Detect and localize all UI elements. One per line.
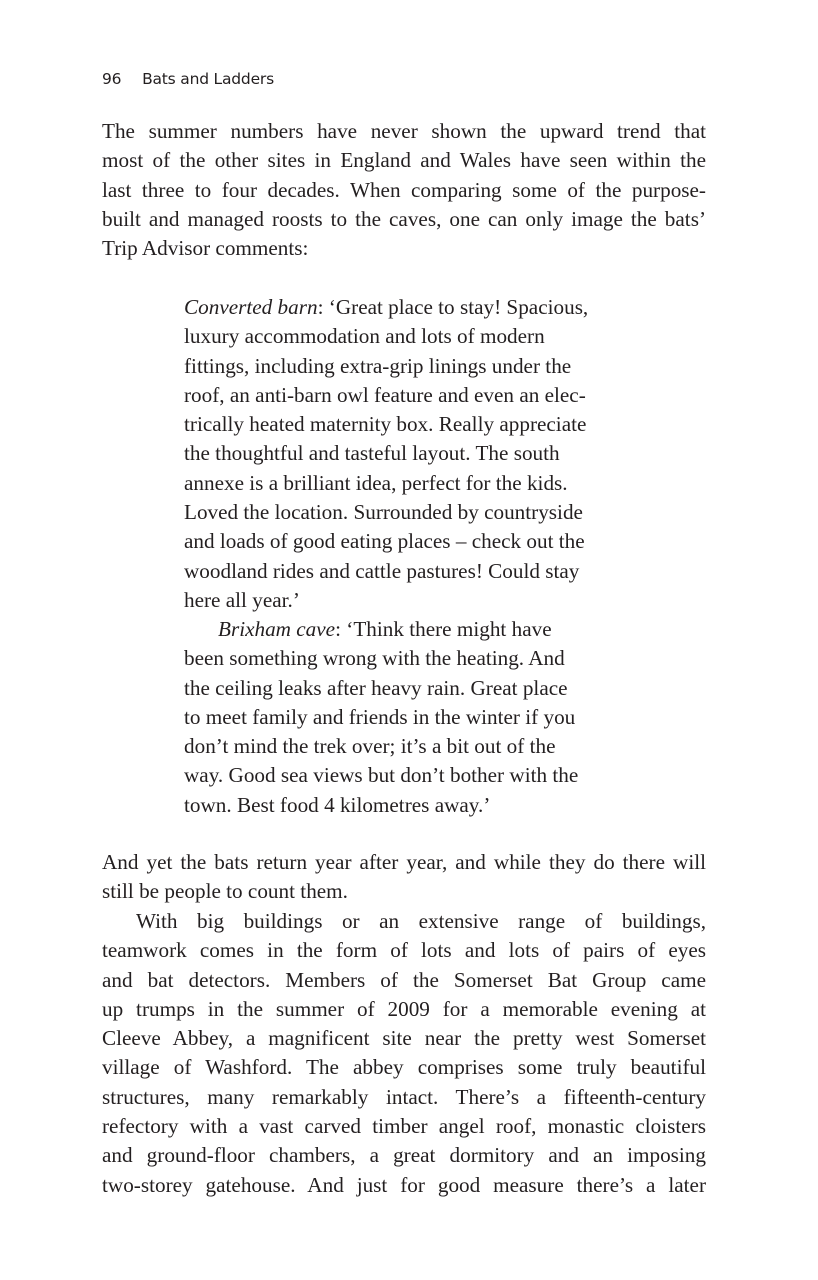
text-line: Trip Advisor comments: (102, 236, 309, 261)
quote-text: : ‘Think there might have (335, 617, 552, 641)
text-line: up trumps in the summer of 2009 for a memorable evening at (102, 996, 706, 1021)
text-line: two-storey gatehouse. And just for good measure there’s a later (102, 1172, 706, 1197)
text-line: With big buildings or an extensive range of buildings, (136, 909, 706, 933)
text-line: village of Washford. The abbey comprises some truly beautiful (102, 1055, 706, 1080)
quote-brixham-cave (184, 615, 616, 820)
text-line: and ground-floor chambers, a great dormitory and an imposing (102, 1143, 706, 1168)
quote-line: luxury accommodation and lots of modern (184, 324, 545, 349)
quote-line: been something wrong with the heating. And (184, 646, 565, 671)
quote-line: here all year.’ (184, 587, 300, 612)
text-line: last three to four decades. When comparing some of the purpose- (102, 177, 706, 202)
text-line: teamwork comes in the form of lots and lots of pairs of eyes (102, 938, 706, 963)
text-line: refectory with a vast carved timber angel roof, monastic cloisters (102, 1114, 706, 1139)
text-line: structures, many remarkably intact. There’s a fifteenth-century (102, 1084, 706, 1109)
quote-line: the ceiling leaks after heavy rain. Great place (184, 675, 568, 700)
quote-line: fittings, including extra-grip linings under the (184, 353, 572, 378)
quote-line: trically heated maternity box. Really appreciate (184, 412, 587, 437)
text-line: still be people to count them. (102, 879, 348, 904)
text-line: Cleeve Abbey, a magnificent site near the pretty west Somerset (102, 1026, 706, 1051)
quote-line: roof, an anti-barn owl feature and even an elec- (184, 382, 586, 407)
quote-first-line (184, 293, 616, 322)
text-line: built and managed roosts to the caves, one can only image the bats’ (102, 206, 706, 231)
paragraph-bats-return (102, 848, 706, 907)
page-number: 96 (102, 70, 122, 88)
running-head (102, 70, 274, 88)
quote-line: Loved the location. Surrounded by countryside (184, 500, 583, 525)
text-line: most of the other sites in England and Wales have seen within the (102, 148, 706, 173)
quote-line: don’t mind the trek over; it’s a bit out of the (184, 734, 556, 759)
quote-line: to meet family and friends in the winter if you (184, 704, 576, 729)
quote-first-line (184, 615, 616, 644)
running-head-title: Bats and Ladders (142, 70, 274, 88)
quote-converted-barn (184, 293, 616, 615)
paragraph-cleeve-abbey (102, 907, 706, 1200)
quote-label: Brixham cave (218, 617, 336, 641)
paragraph-intro (102, 117, 706, 263)
text-line: And yet the bats return year after year, and while they do there will (102, 850, 706, 874)
quote-line: and loads of good eating places – check out the (184, 529, 585, 554)
text-line: The summer numbers have never shown the upward trend that (102, 119, 706, 143)
quote-line: woodland rides and cattle pastures! Could stay (184, 558, 580, 583)
quote-line: town. Best food 4 kilometres away.’ (184, 792, 491, 817)
quote-text: : ‘Great place to stay! Spacious, (317, 295, 589, 319)
quote-line: annexe is a brilliant idea, perfect for the kids. (184, 470, 568, 495)
text-line: and bat detectors. Members of the Somerset Bat Group came (102, 967, 706, 992)
quote-line: the thoughtful and tasteful layout. The south (184, 441, 560, 466)
quote-label: Converted barn (184, 295, 318, 319)
quote-line: way. Good sea views but don’t bother with the (184, 763, 579, 788)
